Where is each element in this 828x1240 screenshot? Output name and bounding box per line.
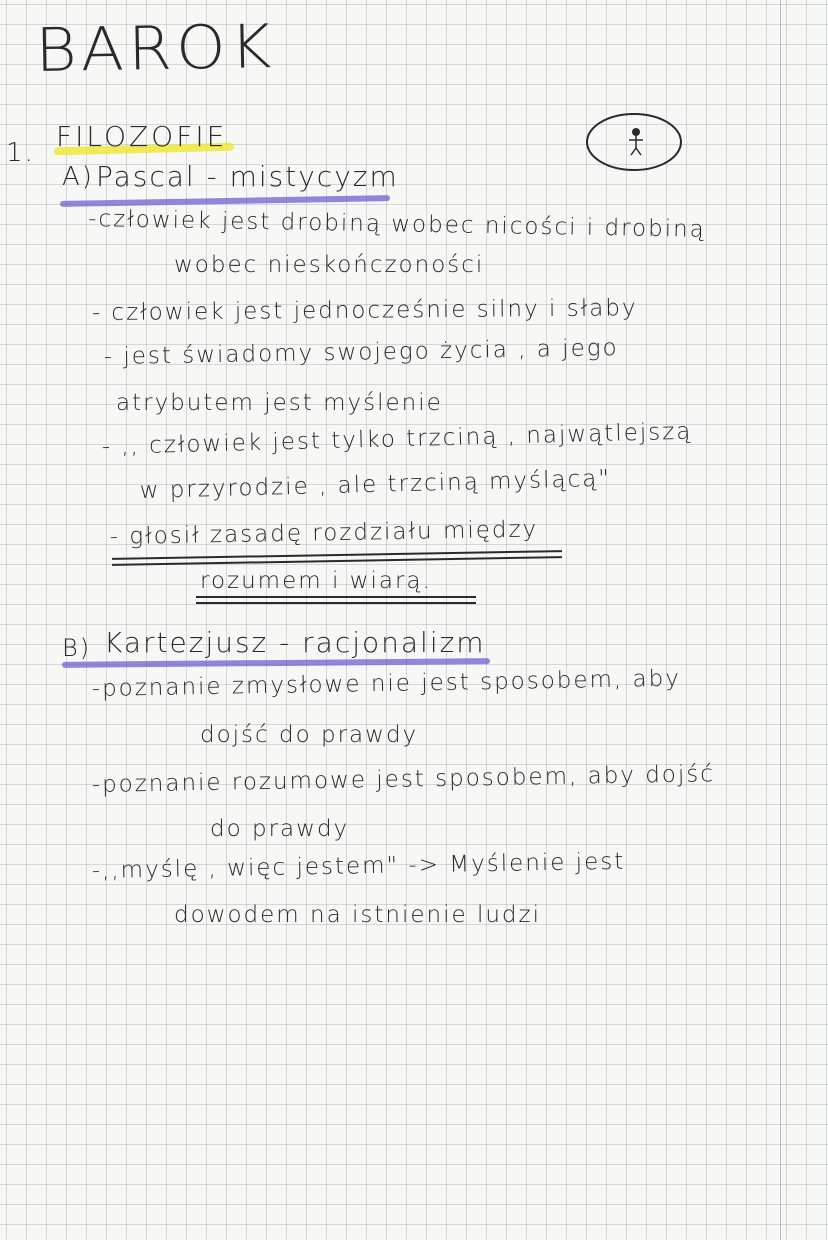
stick-figure-circle-icon	[584, 108, 684, 172]
subsection-b-label: B)	[62, 634, 92, 662]
pascal-line-9: rozumem i wiarą.	[200, 568, 432, 594]
pascal-line-7: w przyrodzie , ale trzciną myślącą"	[139, 465, 612, 504]
subsection-a-label: A)	[62, 162, 94, 192]
pascal-line-2: wobec nieskończoności	[174, 252, 485, 278]
page-title: BAROK	[34, 12, 276, 87]
pascal-line-1: -człowiek jest drobiną wobec nicości i drobiną	[88, 206, 707, 243]
underline	[196, 596, 476, 598]
pascal-line-6: - ,, człowiek jest tylko trzciną , najwątlejszą	[101, 418, 693, 460]
underline	[196, 602, 476, 604]
pascal-line-4: - jest świadomy swojego życia , a jego	[103, 335, 619, 370]
kartezjusz-line-2: dojść do prawdy	[200, 722, 419, 748]
purple-highlight-kartezjusz	[62, 658, 490, 668]
section-number: 1.	[6, 138, 35, 168]
section-title: FILOZOFIE	[56, 120, 228, 153]
pascal-line-8: - głosił zasadę rozdziału między	[109, 516, 539, 550]
pascal-line-3: - człowiek jest jednocześnie silny i słaby	[91, 295, 638, 326]
subsection-a-title: Pascal - mistycyzm	[96, 160, 399, 193]
kartezjusz-line-6: dowodem na istnienie ludzi	[174, 902, 541, 928]
pascal-line-5: atrybutem jest myślenie	[116, 390, 443, 416]
kartezjusz-line-3: -poznanie rozumowe jest sposobem, aby dojść	[91, 761, 716, 798]
subsection-b-title: Kartezjusz - racjonalizm	[104, 626, 486, 659]
kartezjusz-line-1: -poznanie zmysłowe nie jest sposobem, aby	[91, 665, 682, 702]
kartezjusz-line-4: do prawdy	[210, 816, 350, 842]
purple-highlight-pascal	[60, 195, 390, 207]
kartezjusz-line-5: -,,myślę , więc jestem" -> Myślenie jest	[91, 848, 626, 884]
page-margin-line	[780, 0, 781, 1240]
